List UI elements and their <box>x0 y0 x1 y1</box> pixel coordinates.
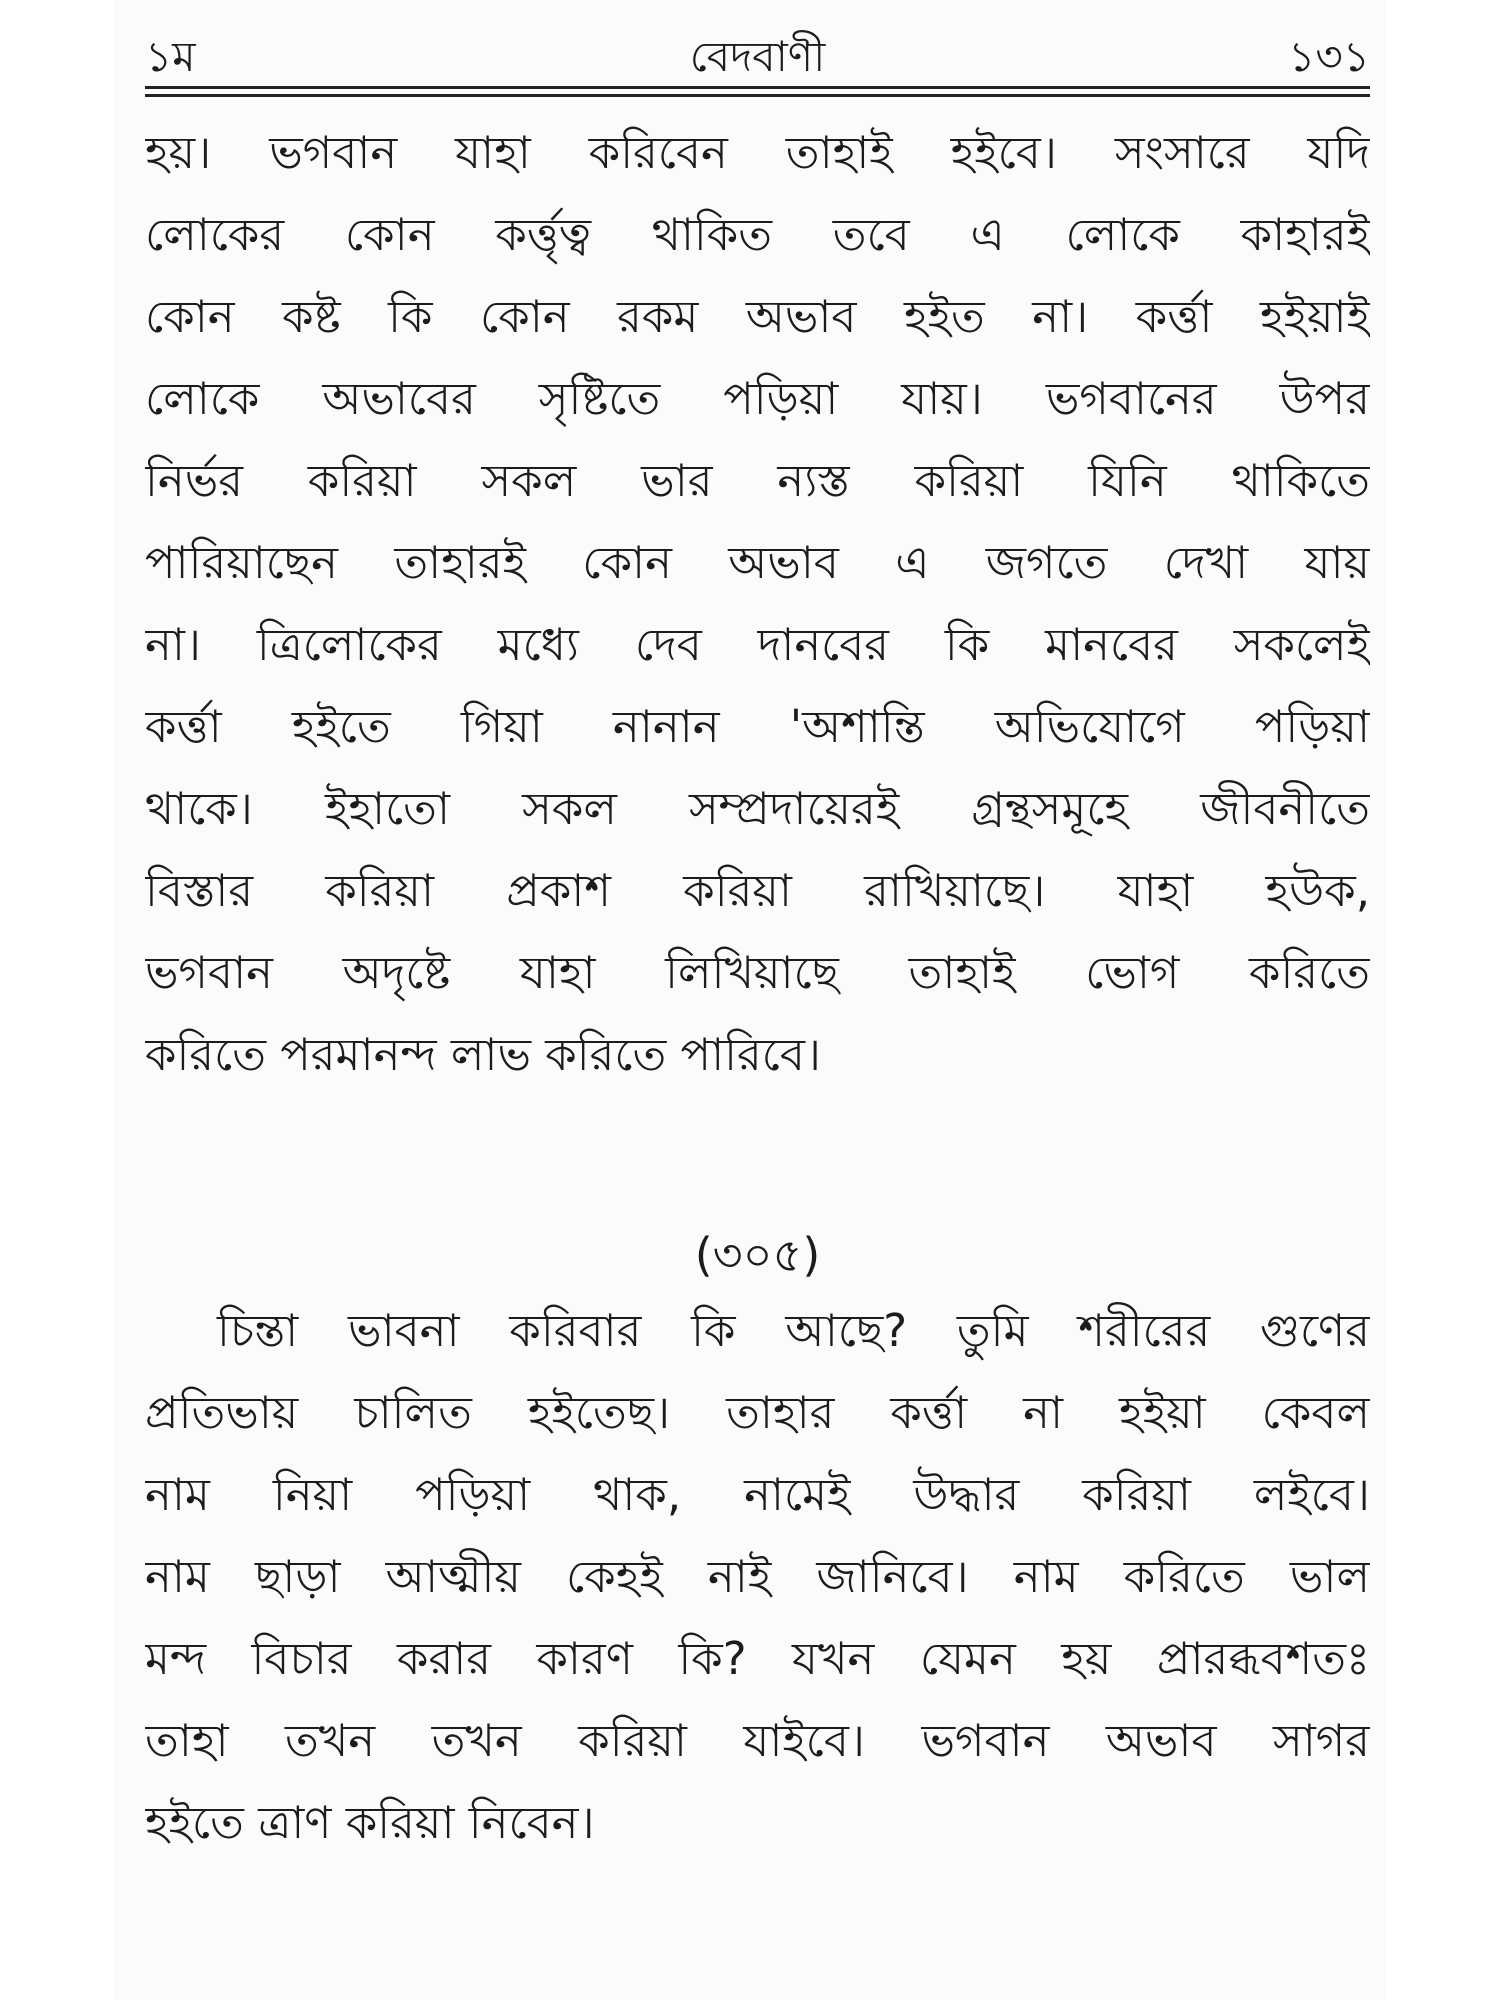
text-line: লোকে অভাবের সৃষ্টিতে পড়িয়া যায়। ভগবানের উপর <box>145 372 1370 425</box>
text-line: লোকের কোন কর্ত্তৃত্ব থাকিত তবে এ লোকে কাহারই <box>145 208 1370 261</box>
running-title: বেদবাণী <box>689 32 826 81</box>
text-line: নাম নিয়া পড়িয়া থাক, নামেই উদ্ধার করিয়া লইবে। <box>145 1468 1370 1521</box>
text-line: বিস্তার করিয়া প্রকাশ করিয়া রাখিয়াছে। যাহা হউক, <box>145 864 1370 917</box>
text-line: কোন কষ্ট কি কোন রকম অভাব হইত না। কর্ত্তা হইয়াই <box>145 290 1370 343</box>
text-line: থাকে। ইহাতো সকল সম্প্রদায়েরই গ্রন্থসমূহে জীবনীতে <box>145 782 1370 835</box>
page-header <box>145 24 1370 92</box>
section-number: (৩০৫) <box>694 1228 821 1282</box>
text-line: তাহা তখন তখন করিয়া যাইবে। ভগবান অভাব সাগর <box>145 1714 1370 1767</box>
passage-continued <box>145 112 1370 1096</box>
text-line: নাম ছাড়া আত্মীয় কেহই নাই জানিবে। নাম করিতে ভাল <box>145 1550 1370 1603</box>
text-line: ভগবান অদৃষ্টে যাহা লিখিয়াছে তাহাই ভোগ করিতে <box>145 946 1370 999</box>
text-line: করিতে পরমানন্দ লাভ করিতে পারিবে। <box>145 1028 821 1081</box>
text-line: না। ত্রিলোকের মধ্যে দেব দানবের কি মানবের সকলেই <box>145 618 1370 671</box>
chapter-label: ১ম <box>145 32 196 81</box>
header-rule-top <box>145 86 1370 89</box>
text-line: মন্দ বিচার করার কারণ কি? যখন যেমন হয় প্রারব্ধবশতঃ <box>145 1632 1370 1685</box>
text-line: হয়। ভগবান যাহা করিবেন তাহাই হইবে। সংসারে যদি <box>145 126 1370 179</box>
text-line: কর্ত্তা হইতে গিয়া নানান 'অশান্তি অভিযোগে পড়িয়া <box>145 700 1370 753</box>
text-line: চিন্তা ভাবনা করিবার কি আছে? তুমি শরীরের গুণের <box>217 1304 1370 1357</box>
page-number: ১৩১ <box>1288 32 1370 81</box>
header-rule-bottom <box>145 94 1370 97</box>
text-line: প্রতিভায় চালিত হইতেছ। তাহার কর্ত্তা না হইয়া কেবল <box>145 1386 1370 1439</box>
text-line: হইতে ত্রাণ করিয়া নিবেন। <box>145 1796 595 1849</box>
text-line: পারিয়াছেন তাহারই কোন অভাব এ জগতে দেখা যায় <box>145 536 1370 589</box>
text-line: নির্ভর করিয়া সকল ভার ন্যস্ত করিয়া যিনি থাকিতে <box>145 454 1370 507</box>
passage-305 <box>145 1290 1370 1864</box>
